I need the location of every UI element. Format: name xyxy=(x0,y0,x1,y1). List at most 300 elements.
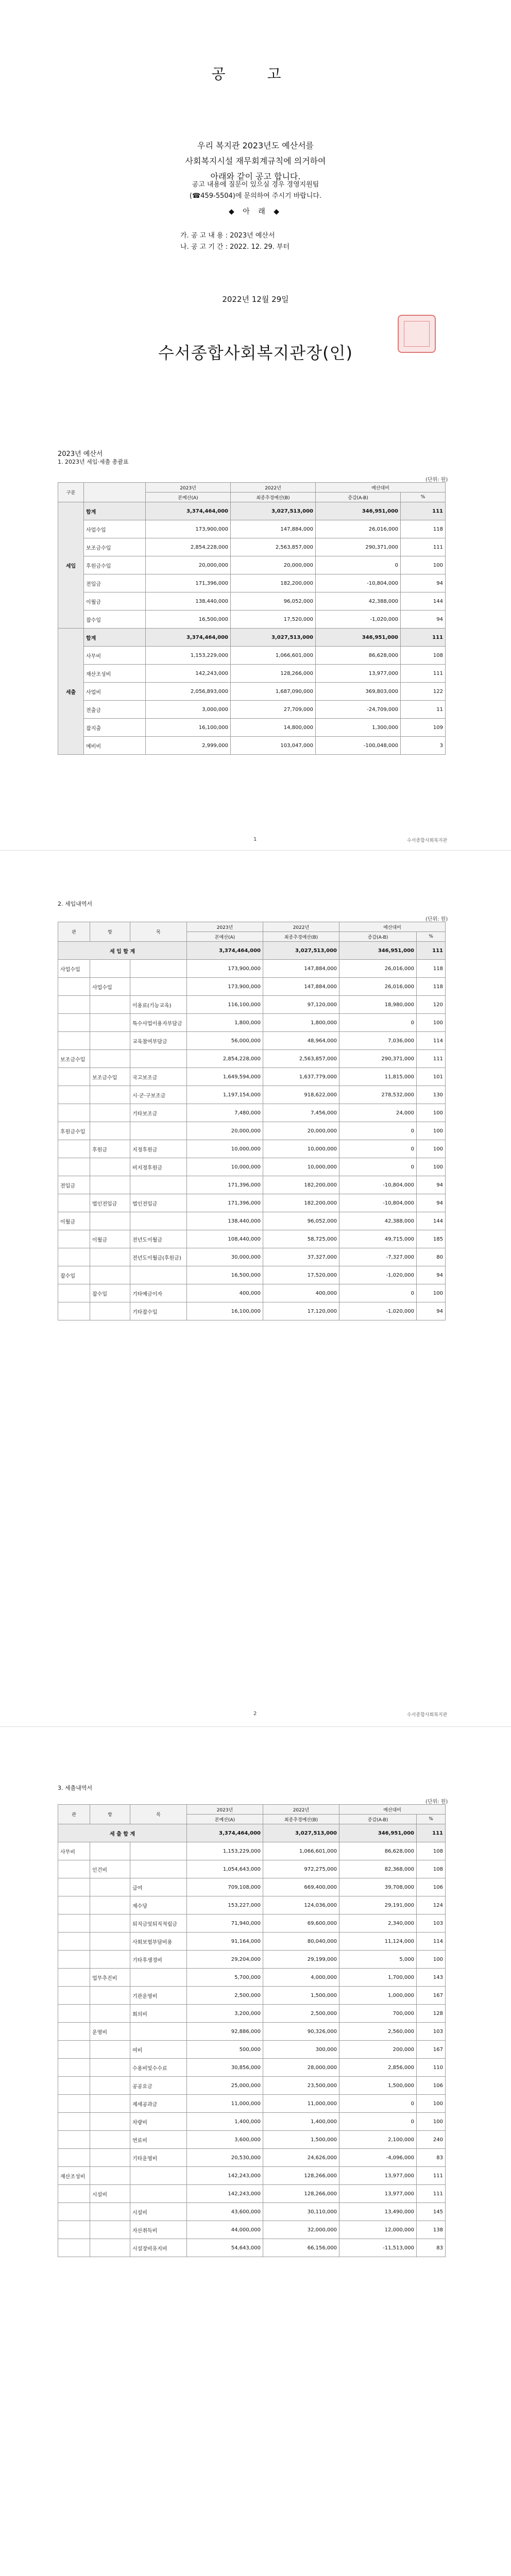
table-row xyxy=(58,960,446,978)
table-row xyxy=(58,592,446,611)
col-gwan: 관 xyxy=(58,1805,90,1824)
hang-cell xyxy=(90,1158,130,1176)
mok-cell xyxy=(130,2167,187,2185)
table-row xyxy=(58,719,446,737)
table-row xyxy=(58,2185,446,2203)
mok-cell: 회의비 xyxy=(130,2005,187,2023)
col-gwan: 관 xyxy=(58,922,90,942)
notice-page xyxy=(0,0,511,850)
budget-2023-cell: 20,000,000 xyxy=(146,556,231,574)
gwan-cell xyxy=(58,1302,90,1320)
gwan-cell xyxy=(58,1158,90,1176)
notice-item: 가. 공 고 내 용 : 2023년 예산서 xyxy=(180,232,275,240)
hang-cell xyxy=(90,1014,130,1032)
hang-cell xyxy=(90,1212,130,1230)
col-mok: 목 xyxy=(130,922,187,942)
mok-cell xyxy=(130,1122,187,1140)
budget-2023-cell: 1,800,000 xyxy=(187,1014,263,1032)
hang-cell xyxy=(90,2203,130,2221)
total-label-cell: 세 입 합 계 xyxy=(58,942,187,960)
gwan-cell: 후원금수입 xyxy=(58,1122,90,1140)
table-row xyxy=(58,2167,446,2185)
budget-2023-cell: 16,100,000 xyxy=(146,719,231,737)
col-2022: 2022년 xyxy=(231,483,316,493)
table-row xyxy=(58,1266,446,1284)
budget-2022-cell: 17,120,000 xyxy=(263,1302,339,1320)
pct-cell: 109 xyxy=(401,719,446,737)
pct-cell: 130 xyxy=(417,1086,446,1104)
budget-2023-cell: 3,374,464,000 xyxy=(146,629,231,647)
budget-2022-cell: 147,884,000 xyxy=(263,978,339,996)
mok-cell: 시설비 xyxy=(130,2203,187,2221)
budget-2023-cell: 2,854,228,000 xyxy=(146,538,231,556)
budget-2023-cell: 10,000,000 xyxy=(187,1140,263,1158)
table-row xyxy=(58,1104,446,1122)
subsection-title: 3. 세출내역서 xyxy=(58,1785,93,1791)
diff-cell: -10,804,000 xyxy=(339,1176,417,1194)
mok-cell: 공공요금 xyxy=(130,2077,187,2095)
item-name-cell: 전출금 xyxy=(84,701,146,719)
gwan-cell xyxy=(58,1014,90,1032)
mok-cell: 이용료(기능교육) xyxy=(130,996,187,1014)
budget-2022-cell: 182,200,000 xyxy=(231,574,316,592)
mok-cell: 전년도이월금(후원금) xyxy=(130,1248,187,1266)
table-row xyxy=(58,1194,446,1212)
budget-2023-cell: 3,374,464,000 xyxy=(187,1824,263,1842)
col-2022: 2022년 xyxy=(263,922,339,932)
pct-cell: 3 xyxy=(401,737,446,755)
table-row xyxy=(58,1951,446,1969)
mok-cell: 비지정후원금 xyxy=(130,1158,187,1176)
budget-2023-cell: 7,480,000 xyxy=(187,1104,263,1122)
budget-2023-cell: 1,197,154,000 xyxy=(187,1086,263,1104)
pct-cell: 111 xyxy=(417,942,446,960)
budget-2023-cell: 116,100,000 xyxy=(187,996,263,1014)
table-row xyxy=(58,683,446,701)
table-row xyxy=(58,996,446,1014)
budget-2023-cell: 3,200,000 xyxy=(187,2005,263,2023)
hang-cell xyxy=(90,1896,130,1914)
col-2022: 2022년 xyxy=(263,1805,339,1815)
income-table xyxy=(58,922,446,1320)
budget-2022-cell: 1,500,000 xyxy=(263,1987,339,2005)
table-row xyxy=(58,2077,446,2095)
lead-line: 사회복지시설 재무회계규칙에 의거하여 xyxy=(185,156,326,166)
hang-cell xyxy=(90,1302,130,1320)
gwan-cell xyxy=(58,1914,90,1933)
mok-cell: 자산취득비 xyxy=(130,2221,187,2239)
pct-cell: 100 xyxy=(401,556,446,574)
pct-cell: 11 xyxy=(401,701,446,719)
budget-2023-cell: 2,854,228,000 xyxy=(187,1050,263,1068)
gwan-cell xyxy=(58,1230,90,1248)
col-diff: 예산대비 xyxy=(339,1805,446,1815)
table-row xyxy=(58,574,446,592)
notice-title: 공 고 xyxy=(211,65,300,82)
diff-cell: 24,000 xyxy=(339,1104,417,1122)
diff-cell: 0 xyxy=(339,1140,417,1158)
table-row xyxy=(58,647,446,665)
budget-2023-cell: 153,227,000 xyxy=(187,1896,263,1914)
pct-cell: 94 xyxy=(401,611,446,629)
diff-cell: 278,532,000 xyxy=(339,1086,417,1104)
col-hang: 항 xyxy=(90,1805,130,1824)
diff-cell: 26,016,000 xyxy=(339,978,417,996)
hang-cell xyxy=(90,2095,130,2113)
mok-cell xyxy=(130,960,187,978)
diff-cell: 39,708,000 xyxy=(339,1878,417,1896)
budget-2022-cell: 400,000 xyxy=(263,1284,339,1302)
gwan-cell xyxy=(58,1860,90,1878)
table-row xyxy=(58,1914,446,1933)
mok-cell xyxy=(130,1969,187,1987)
pct-cell: 100 xyxy=(417,2113,446,2131)
gwan-cell xyxy=(58,1896,90,1914)
table-row xyxy=(58,2203,446,2221)
budget-2022-cell: 7,456,000 xyxy=(263,1104,339,1122)
gwan-cell xyxy=(58,1068,90,1086)
hang-cell xyxy=(90,1176,130,1194)
gwan-cell xyxy=(58,2131,90,2149)
budget-2022-cell: 10,000,000 xyxy=(263,1140,339,1158)
pct-cell: 111 xyxy=(417,1050,446,1068)
table-row xyxy=(58,538,446,556)
budget-2023-cell: 30,856,000 xyxy=(187,2059,263,2077)
pct-cell: 240 xyxy=(417,2131,446,2149)
hang-cell xyxy=(90,960,130,978)
hang-cell xyxy=(90,2149,130,2167)
hang-cell xyxy=(90,996,130,1014)
hang-cell xyxy=(90,2077,130,2095)
table-row xyxy=(58,2113,446,2131)
diff-cell: 26,016,000 xyxy=(316,520,401,538)
hang-cell xyxy=(90,1878,130,1896)
gwan-cell xyxy=(58,1933,90,1951)
col-diff: 예산대비 xyxy=(339,922,446,932)
hang-cell xyxy=(90,1987,130,2005)
table-row xyxy=(58,2131,446,2149)
budget-2022-cell: 1,066,601,000 xyxy=(263,1842,339,1860)
budget-2022-cell: 1,800,000 xyxy=(263,1014,339,1032)
budget-2022-cell: 1,637,779,000 xyxy=(263,1068,339,1086)
col-pct: % xyxy=(401,493,446,502)
diff-cell: -10,804,000 xyxy=(316,574,401,592)
budget-2023-cell: 44,000,000 xyxy=(187,2221,263,2239)
budget-2022-cell: 2,500,000 xyxy=(263,2005,339,2023)
budget-2022-cell: 20,000,000 xyxy=(231,556,316,574)
hang-cell xyxy=(90,1914,130,1933)
diff-cell: -11,513,000 xyxy=(339,2239,417,2257)
diff-cell: 86,628,000 xyxy=(339,1842,417,1860)
budget-2023-cell: 173,900,000 xyxy=(187,978,263,996)
col-mok: 목 xyxy=(130,1805,187,1824)
item-name-cell: 후원금수입 xyxy=(84,556,146,574)
table-row xyxy=(58,556,446,574)
mok-cell: 제수당 xyxy=(130,1896,187,1914)
hang-cell: 인건비 xyxy=(90,1860,130,1878)
gwan-cell: 전입금 xyxy=(58,1176,90,1194)
diff-cell: 42,388,000 xyxy=(316,592,401,611)
budget-2022-cell: 58,725,000 xyxy=(263,1230,339,1248)
pct-cell: 110 xyxy=(417,2059,446,2077)
mok-cell: 사회보험부담비용 xyxy=(130,1933,187,1951)
col-diff-sub: 증감(A-B) xyxy=(339,932,417,942)
pct-cell: 118 xyxy=(417,960,446,978)
table-row xyxy=(58,1212,446,1230)
diff-cell: 86,628,000 xyxy=(316,647,401,665)
gwan-cell xyxy=(58,2149,90,2167)
summary-table xyxy=(58,482,446,755)
diff-cell: 346,951,000 xyxy=(339,942,417,960)
diff-cell: 346,951,000 xyxy=(339,1824,417,1842)
table-row xyxy=(58,2239,446,2257)
budget-2023-cell: 43,600,000 xyxy=(187,2203,263,2221)
budget-2023-cell: 16,500,000 xyxy=(146,611,231,629)
gwan-cell: 이월금 xyxy=(58,1212,90,1230)
gwan-cell: 잡수입 xyxy=(58,1266,90,1284)
mok-cell xyxy=(130,978,187,996)
gwan-cell xyxy=(58,1284,90,1302)
budget-2022-cell: 1,687,090,000 xyxy=(231,683,316,701)
hang-cell xyxy=(90,1032,130,1050)
budget-2022-cell: 10,000,000 xyxy=(263,1158,339,1176)
mok-cell: 기타잡수입 xyxy=(130,1302,187,1320)
budget-2023-cell: 1,153,229,000 xyxy=(146,647,231,665)
below-mark: ◆ 아 래 ◆ xyxy=(229,208,282,216)
budget-2022-cell: 96,052,000 xyxy=(231,592,316,611)
table-row xyxy=(58,1050,446,1068)
hang-cell xyxy=(90,1122,130,1140)
mok-cell: 차량비 xyxy=(130,2113,187,2131)
budget-2022-cell: 103,047,000 xyxy=(231,737,316,755)
table-row xyxy=(58,1086,446,1104)
budget-2022-cell: 2,563,857,000 xyxy=(263,1050,339,1068)
mok-cell xyxy=(130,2185,187,2203)
budget-2023-cell: 3,000,000 xyxy=(146,701,231,719)
pct-cell: 108 xyxy=(417,1842,446,1860)
budget-2022-cell: 48,964,000 xyxy=(263,1032,339,1050)
mok-cell: 기타보조금 xyxy=(130,1104,187,1122)
table-row xyxy=(58,1969,446,1987)
col-hang: 항 xyxy=(90,922,130,942)
table-row xyxy=(58,1140,446,1158)
gwan-cell xyxy=(58,1248,90,1266)
pct-cell: 128 xyxy=(417,2005,446,2023)
item-name-cell: 예비비 xyxy=(84,737,146,755)
gwan-cell xyxy=(58,1878,90,1896)
gwan-cell xyxy=(58,1140,90,1158)
gwan-cell: 사무비 xyxy=(58,1842,90,1860)
table-row xyxy=(58,1842,446,1860)
unit-label: (단위: 원) xyxy=(425,1799,448,1805)
diff-cell: 12,000,000 xyxy=(339,2221,417,2239)
mok-cell xyxy=(130,1860,187,1878)
diff-cell: -4,096,000 xyxy=(339,2149,417,2167)
table-row xyxy=(58,629,446,647)
pct-cell: 100 xyxy=(417,1014,446,1032)
page-number: 2 xyxy=(253,1711,257,1717)
gwan-cell: 보조금수입 xyxy=(58,1050,90,1068)
budget-2022-cell: 3,027,513,000 xyxy=(263,1824,339,1842)
hang-cell xyxy=(90,1951,130,1969)
pct-cell: 100 xyxy=(417,1140,446,1158)
budget-2023-cell: 1,054,643,000 xyxy=(187,1860,263,1878)
mok-cell: 급여 xyxy=(130,1878,187,1896)
budget-2023-cell: 138,440,000 xyxy=(187,1212,263,1230)
diff-cell: 290,371,000 xyxy=(339,1050,417,1068)
budget-2023-cell: 142,243,000 xyxy=(146,665,231,683)
diff-cell: 346,951,000 xyxy=(316,502,401,520)
gwan-cell xyxy=(58,2095,90,2113)
item-name-cell: 이월금 xyxy=(84,592,146,611)
budget-2022-cell: 3,027,513,000 xyxy=(231,502,316,520)
pct-cell: 111 xyxy=(417,2167,446,2185)
unit-label: (단위: 원) xyxy=(425,917,448,922)
diff-cell: 2,856,000 xyxy=(339,2059,417,2077)
gwan-cell xyxy=(58,2059,90,2077)
budget-2022-cell: 669,400,000 xyxy=(263,1878,339,1896)
budget-2023-cell: 11,000,000 xyxy=(187,2095,263,2113)
footer-org: 수서종합사회복지관 xyxy=(407,1713,448,1718)
item-name-cell: 합계 xyxy=(84,502,146,520)
notice-inquiry xyxy=(0,179,511,202)
notice-date: 2022년 12월 29일 xyxy=(222,295,289,304)
table-row xyxy=(58,978,446,996)
diff-cell: 0 xyxy=(339,1158,417,1176)
table-row xyxy=(58,1878,446,1896)
budget-2022-cell: 66,156,000 xyxy=(263,2239,339,2257)
diff-cell: 0 xyxy=(339,2113,417,2131)
pct-cell: 94 xyxy=(401,574,446,592)
budget-2023-cell: 20,000,000 xyxy=(187,1122,263,1140)
total-label-cell: 세 출 합 계 xyxy=(58,1824,187,1842)
budget-2022-cell: 128,266,000 xyxy=(263,2167,339,2185)
diff-cell: 0 xyxy=(339,1284,417,1302)
pct-cell: 144 xyxy=(401,592,446,611)
budget-2022-cell: 124,036,000 xyxy=(263,1896,339,1914)
mok-cell: 제세공과금 xyxy=(130,2095,187,2113)
gwan-cell xyxy=(58,1086,90,1104)
budget-2022-cell: 128,266,000 xyxy=(231,665,316,683)
gwan-cell xyxy=(58,2239,90,2257)
hang-cell xyxy=(90,1842,130,1860)
table-row xyxy=(58,2095,446,2113)
pct-cell: 114 xyxy=(417,1032,446,1050)
diff-cell: 7,036,000 xyxy=(339,1032,417,1050)
budget-2022-cell: 11,000,000 xyxy=(263,2095,339,2113)
diff-cell: 0 xyxy=(339,2095,417,2113)
hang-cell xyxy=(90,2221,130,2239)
table-row xyxy=(58,1032,446,1050)
budget-2022-cell: 97,120,000 xyxy=(263,996,339,1014)
budget-2023-cell: 3,600,000 xyxy=(187,2131,263,2149)
diff-cell: 13,977,000 xyxy=(339,2185,417,2203)
table-row xyxy=(58,1284,446,1302)
mok-cell xyxy=(130,1212,187,1230)
budget-2023-cell: 20,530,000 xyxy=(187,2149,263,2167)
diff-cell: 13,977,000 xyxy=(339,2167,417,2185)
mok-cell xyxy=(130,1842,187,1860)
hang-cell xyxy=(90,1086,130,1104)
hang-cell: 이월금 xyxy=(90,1230,130,1248)
col-2023-sub: 본예산(A) xyxy=(146,493,231,502)
diff-cell: 2,560,000 xyxy=(339,2023,417,2041)
budget-2022-cell: 182,200,000 xyxy=(263,1194,339,1212)
hang-cell xyxy=(90,1050,130,1068)
mok-cell: 기타예금이자 xyxy=(130,1284,187,1302)
budget-2022-cell: 300,000 xyxy=(263,2041,339,2059)
section-title: 2023년 예산서 xyxy=(58,450,103,458)
table-row xyxy=(58,1248,446,1266)
hang-cell xyxy=(90,2113,130,2131)
page-number: 1 xyxy=(253,837,257,842)
budget-2022-cell: 3,027,513,000 xyxy=(231,629,316,647)
pct-cell: 100 xyxy=(417,1951,446,1969)
pct-cell: 111 xyxy=(417,1824,446,1842)
pct-cell: 167 xyxy=(417,1987,446,2005)
diff-cell: 200,000 xyxy=(339,2041,417,2059)
diff-cell: 0 xyxy=(316,556,401,574)
budget-2022-cell: 182,200,000 xyxy=(263,1176,339,1194)
item-name-cell: 보조금수입 xyxy=(84,538,146,556)
gwan-cell xyxy=(58,1969,90,1987)
mok-cell: 기타후생경비 xyxy=(130,1951,187,1969)
col-diff-sub: 증감(A-B) xyxy=(316,493,401,502)
pct-cell: 100 xyxy=(417,1104,446,1122)
mok-cell: 연료비 xyxy=(130,2131,187,2149)
item-name-cell: 합계 xyxy=(84,629,146,647)
pct-cell: 100 xyxy=(417,1158,446,1176)
pct-cell: 103 xyxy=(417,1914,446,1933)
notice-lead xyxy=(0,138,511,184)
col-diff-sub: 증감(A-B) xyxy=(339,1815,417,1824)
footer-org: 수서종합사회복지관 xyxy=(407,838,448,843)
diff-cell: 2,100,000 xyxy=(339,2131,417,2149)
diff-cell: 5,000 xyxy=(339,1951,417,1969)
col-2022-sub: 최종추경예산(B) xyxy=(231,493,316,502)
hang-cell xyxy=(90,2059,130,2077)
gwan-cell xyxy=(58,2077,90,2095)
expense-table-1 xyxy=(58,1804,446,2257)
gwan-cell xyxy=(58,2005,90,2023)
gwan-cell xyxy=(58,1987,90,2005)
pct-cell: 80 xyxy=(417,1248,446,1266)
mok-cell: 특수사업이용자부담금 xyxy=(130,1014,187,1032)
budget-2023-cell: 1,153,229,000 xyxy=(187,1842,263,1860)
col-2023: 2023년 xyxy=(187,922,263,932)
diff-cell: 18,980,000 xyxy=(339,996,417,1014)
gwan-cell: 재산조성비 xyxy=(58,2167,90,2185)
diff-cell: 0 xyxy=(339,1014,417,1032)
diff-cell: 29,191,000 xyxy=(339,1896,417,1914)
hang-cell: 법인전입금 xyxy=(90,1194,130,1212)
hang-cell xyxy=(90,1248,130,1266)
gwan-cell xyxy=(58,2041,90,2059)
expense-page-1 xyxy=(0,1727,511,2576)
hang-cell: 후원금 xyxy=(90,1140,130,1158)
budget-2023-cell: 400,000 xyxy=(187,1284,263,1302)
diff-cell: -1,020,000 xyxy=(339,1302,417,1320)
budget-2022-cell: 1,400,000 xyxy=(263,2113,339,2131)
hang-cell: 운영비 xyxy=(90,2023,130,2041)
budget-2022-cell: 23,500,000 xyxy=(263,2077,339,2095)
budget-2023-cell: 709,108,000 xyxy=(187,1878,263,1896)
budget-2022-cell: 30,110,000 xyxy=(263,2203,339,2221)
diff-cell: -7,327,000 xyxy=(339,1248,417,1266)
budget-2023-cell: 142,243,000 xyxy=(187,2185,263,2203)
diff-cell: -24,709,000 xyxy=(316,701,401,719)
budget-2023-cell: 16,100,000 xyxy=(187,1302,263,1320)
